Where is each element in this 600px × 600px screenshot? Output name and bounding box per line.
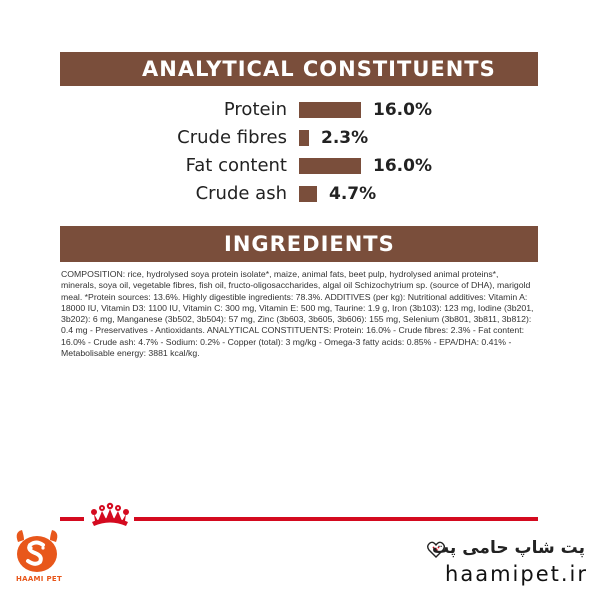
logo-text: HAAMI PET — [15, 575, 63, 583]
constituent-row-crude-fibres — [0, 126, 600, 150]
analytical-constituents-banner — [60, 52, 538, 86]
constituent-value: 2.3% — [321, 128, 369, 148]
ingredients-banner — [60, 226, 538, 262]
constituent-label: Crude ash — [195, 183, 287, 204]
composition-text: COMPOSITION: rice, hydrolysed soya protein isolate*, maize, animal fats, beet pulp, hydrolysed animal proteins*, minerals, soya oil, vegetable fibres, fish oil, fructo-oligosaccharides, algal oil Schizochytrium sp. (source of DHA), marigold meal. *Protein sources: 13.6%. Highly digestible ingredients: 78.3%. ADDITIVES (per kg): Nutritional additives: Vitamin A: 18000 IU, Vitamin D3: 1100 IU, Vitamin C: 300 mg, Vitamin E: 500 mg, Taurine: 1.9 g, Iron (3b103): 123 mg, Iodine (3b201, 3b202): 6 mg, Manganese (3b502, 3b504): 57 mg, Zinc (3b603, 3b605, 3b606): 155 mg, Selenium (3b801, 3b811, 3b812): 0.4 mg - Preservatives - Antioxidants. ANALYTICAL CONSTITUENTS: Protein: 16.0% - Crude fibres: 2.3% - Fat content: 16.0% - Crude ash: 4.7% - Sodium: 0.2% - Copper (total): 3 mg/kg - Omega-3 fatty acids: 0.85% - EPA/DHA: 0.41% - Metabolisable energy: 3881 kcal/kg. — [61, 269, 534, 359]
analytical-title: ANALYTICAL CONSTITUENTS — [142, 57, 496, 81]
crown-icon — [86, 500, 134, 528]
site-name-persian: پت شاپ حامی پت — [431, 538, 585, 558]
constituent-label: Protein — [223, 99, 287, 120]
site-url[interactable]: haamipet.ir — [445, 562, 588, 586]
constituent-row-fat-content — [0, 154, 600, 178]
constituent-label: Fat content — [185, 155, 287, 176]
constituent-row-protein — [0, 98, 600, 122]
constituent-label: Crude fibres — [177, 127, 287, 148]
constituent-value: 16.0% — [373, 156, 432, 176]
constituent-value: 16.0% — [373, 100, 432, 120]
constituent-bar — [299, 102, 361, 118]
constituent-row-crude-ash — [0, 182, 600, 206]
haami-pet-logo-icon — [12, 528, 62, 574]
ingredients-title: INGREDIENTS — [224, 232, 395, 256]
constituent-bar — [299, 130, 309, 146]
constituent-bar — [299, 186, 317, 202]
constituent-bar — [299, 158, 361, 174]
constituent-value: 4.7% — [329, 184, 377, 204]
